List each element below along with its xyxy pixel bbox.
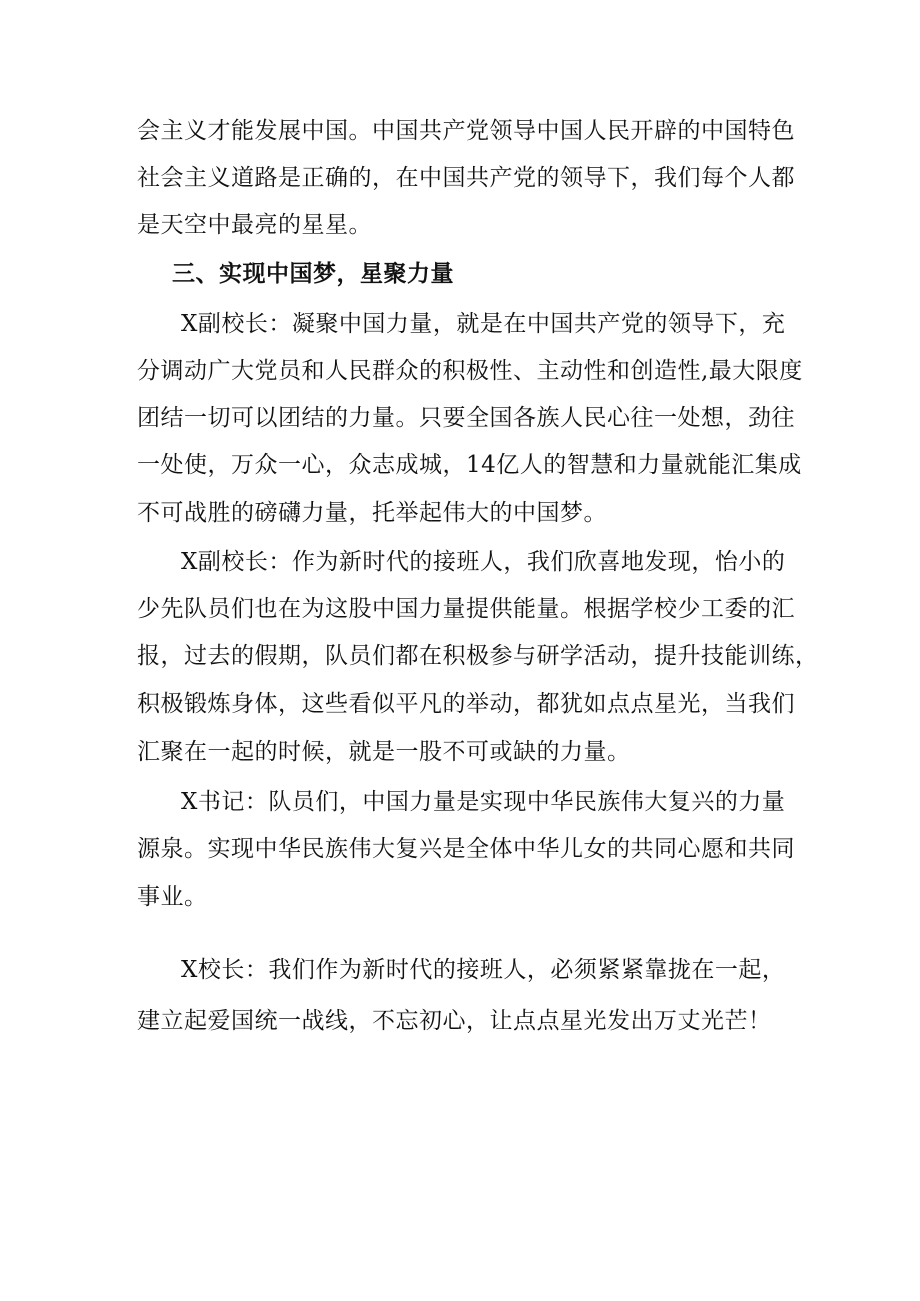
paragraph-line: 分调动广大党员和人民群众的积极性、主动性和创造性,最大限度 <box>137 358 803 384</box>
paragraph-line: X校长：我们作为新时代的接班人，必须紧紧靠拢在一起， <box>181 957 786 983</box>
paragraph-line: 不可战胜的磅礴力量，托举起伟大的中国梦。 <box>137 500 607 526</box>
paragraph-line: 社会主义道路是正确的，在中国共产党的领导下，我们每个人都 <box>137 165 795 191</box>
paragraph-line: X副校长：作为新时代的接班人，我们欣喜地发现，怡小的 <box>181 549 786 575</box>
paragraph-line: 一处使，万众一心，众志成城，14亿人的智慧和力量就能汇集成 <box>137 452 802 478</box>
paragraph-line: 汇聚在一起的时候，就是一股不可或缺的力量。 <box>137 739 631 765</box>
paragraph-line: X副校长：凝聚中国力量，就是在中国共产党的领导下，充 <box>181 311 786 337</box>
paragraph-line: 团结一切可以团结的力量。只要全国各族人民心往一处想，劲往 <box>137 405 795 431</box>
paragraph-line: 事业。 <box>137 884 208 910</box>
section-heading: 三、实现中国梦，星聚力量 <box>172 261 454 287</box>
paragraph-line: 源泉。实现中华民族伟大复兴是全体中华儿女的共同心愿和共同 <box>137 836 795 862</box>
paragraph-line: 报，过去的假期，队员们都在积极参与研学活动，提升技能训练， <box>137 643 819 669</box>
paragraph-line: 建立起爱国统一战线，不忘初心，让点点星光发出万丈光芒！ <box>137 1008 772 1034</box>
paragraph-line: 积极锻炼身体，这些看似平凡的举动，都犹如点点星光，当我们 <box>137 691 795 717</box>
paragraph-line: 少先队员们也在为这股中国力量提供能量。根据学校少工委的汇 <box>137 596 795 622</box>
paragraph-line: 是天空中最亮的星星。 <box>137 212 372 238</box>
paragraph-line: 会主义才能发展中国。中国共产党领导中国人民开辟的中国特色 <box>137 118 795 144</box>
paragraph-line: X书记：队员们，中国力量是实现中华民族伟大复兴的力量 <box>181 789 786 815</box>
